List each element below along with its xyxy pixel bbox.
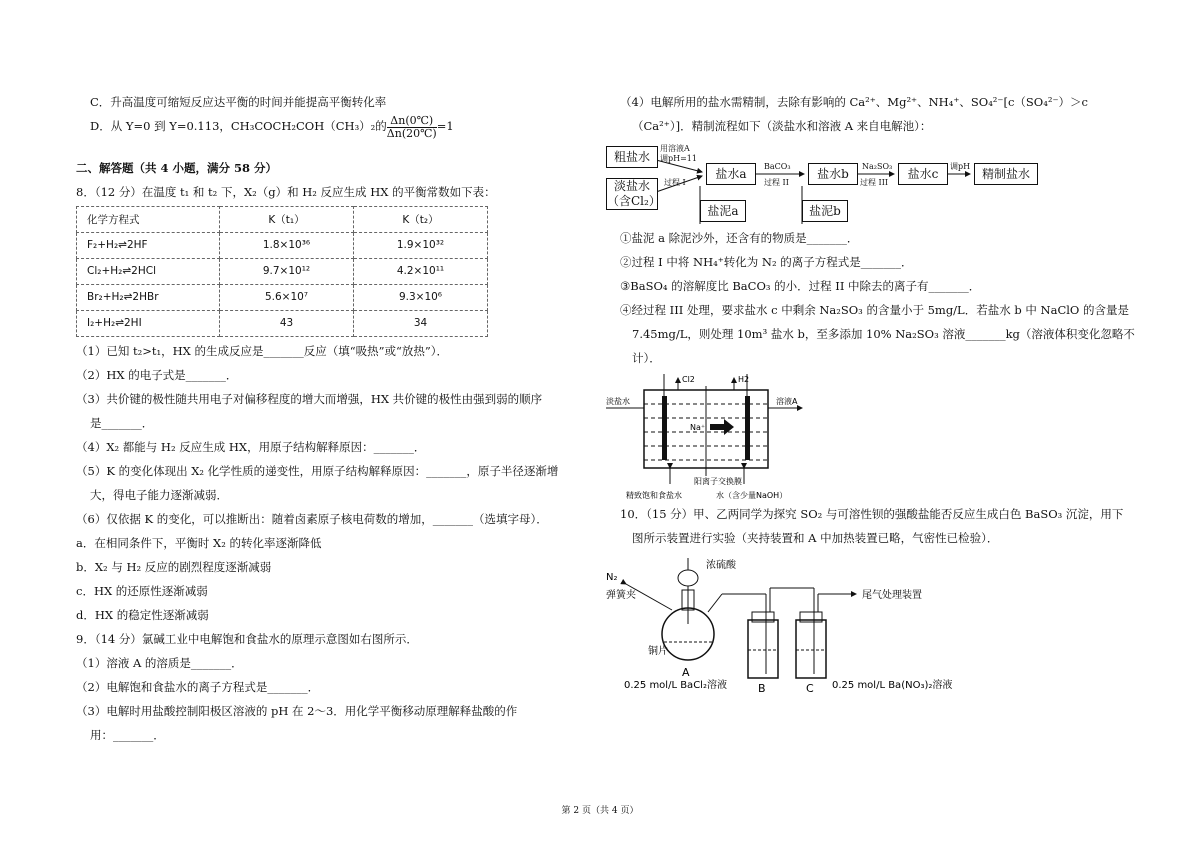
electrolysis-cell-diagram (606, 372, 866, 502)
q9-part4-cont: （Ca²⁺）]．精制流程如下（淡盐水和溶液 A 来自电解池）： (632, 119, 932, 133)
exhaust-label: 尾气处理装置 (862, 590, 922, 601)
q8-part3: （3）共价键的极性随共用电子对偏移程度的增大而增强，HX 共价键的极性由强到弱的顺序 (76, 391, 543, 406)
step2-label-top: BaCO₃ (764, 162, 791, 171)
saturated-brine-label: 精致饱和食盐水 (626, 491, 682, 500)
option-c: C．升高温度可缩短反应达平衡的时间并能提高平衡转化率 (90, 95, 387, 109)
q8-part6: （6）仅依据 K 的变化，可以推断出：随着卤素原子核电荷数的增加，_______（选填字母）． (76, 511, 548, 526)
step2-label-bot: 过程 II (764, 178, 789, 187)
q9-part2: （2）电解饱和食盐水的离子方程式是_______． (76, 679, 320, 694)
mud-b-box: 盐泥b (802, 200, 848, 222)
q9-sub4: ④经过程 III 处理，要求盐水 c 中剩余 Na₂SO₃ 的含量小于 5mg/L．若盐水 b 中 NaClO 的含量是 (620, 303, 1130, 317)
q9-sub4-cont2: 计）． (632, 351, 661, 365)
solution-a-label: 溶液A (776, 397, 798, 406)
q10-stem-cont: 图所示装置进行实验（夹持装置和 A 中加热装置已略，气密性已检验）． (632, 531, 999, 545)
dilute-brine-label: 淡盐水 (606, 397, 630, 406)
q8-choice-c: c．HX 的还原性逐渐减弱 (76, 583, 208, 598)
q9-sub4-cont: 7.45mg/L，则处理 10m³ 盐水 b，至多添加 10% Na₂SO₃ 溶液_______kg（溶液体积变化忽略不 (632, 327, 1135, 341)
q8-part4: （4）X₂ 都能与 H₂ 反应生成 HX，用原子结构解释原因：_______． (76, 439, 426, 454)
q10-stem: 10．（15 分）甲、乙两同学为探究 SO₂ 与可溶性钡的强酸盐能否反应生成白色 BaSO₃ 沉淀，用下 (620, 507, 1124, 521)
step4-label-top: 调pH (950, 162, 971, 171)
water-naoh-label: 水（含少量NaOH） (716, 491, 788, 500)
q9-sub3: ③BaSO₄ 的溶解度比 BaCO₃ 的小．过程 II 中除去的离子有_______． (620, 279, 981, 293)
fraction: $\frac{\Delta n(0℃)}{\Delta n(20℃)}$ (386, 113, 437, 140)
h2-label: H2 (738, 375, 750, 384)
q8-choice-b: b．X₂ 与 H₂ 反应的剧烈程度逐渐减弱 (76, 559, 272, 574)
section-title: 二、解答题（共 4 小题，满分 58 分） (76, 160, 278, 175)
brine-b-box: 盐水b (808, 163, 858, 185)
q9-part3: （3）电解时用盐酸控制阳极区溶液的 pH 在 2～3．用化学平衡移动原理解释盐酸的作 (76, 703, 518, 718)
q8-part5: （5）K 的变化体现出 X₂ 化学性质的递变性，用原子结构解释原因：_______，原子半径逐渐增 (76, 463, 559, 478)
page-footer: 第 2 页（共 4 页） (561, 806, 639, 816)
n2-label: N₂ (606, 572, 618, 583)
q8-part2: （2）HX 的电子式是_______． (76, 367, 238, 382)
clip-label: 弹簧夹 (606, 590, 636, 601)
step1-label-mid: 调pH=11 (660, 154, 697, 163)
step3-label-top: Na₂SO₃ (862, 162, 893, 171)
option-d: D．从 Y=0 到 Y=0.113，CH₃COCH₂COH（CH₃）₂的 $\frac{\Delta n(0℃)}{\Delta n(20℃)}$ =1 (90, 113, 454, 140)
flask-a-label: A (682, 666, 690, 679)
q9-sub2: ②过程 I 中将 NH₄⁺转化为 N₂ 的离子方程式是_______． (620, 255, 913, 269)
q8-part1: （1）已知 t₂>t₁，HX 的生成反应是_______反应（填“吸热”或“放热”）． (76, 343, 448, 358)
na-ion-label: Na⁺ (690, 423, 706, 432)
step3-label-bot: 过程 III (860, 178, 889, 187)
brine-c-box: 盐水c (898, 163, 948, 185)
q9-part1: （1）溶液 A 的溶质是_______． (76, 655, 243, 670)
table-row: F₂+H₂⇌2HF 1.8×10³⁶ 1.9×10³² (77, 232, 488, 258)
q8-part3-cont: 是_______． (90, 415, 154, 430)
conc-acid-label: 浓硫酸 (706, 560, 736, 571)
q8-choice-d: d．HX 的稳定性逐渐减弱 (76, 607, 209, 622)
equilibrium-table (76, 206, 488, 337)
step1-label-bot: 过程 I (664, 178, 686, 187)
brine-a-box: 盐水a (706, 163, 756, 185)
q8-stem: 8．（12 分）在温度 t₁ 和 t₂ 下，X₂（g）和 H₂ 反应生成 HX 的平衡常数如下表： (76, 184, 496, 199)
q9-part3-cont: 用：_______． (90, 727, 165, 742)
so2-apparatus-diagram (606, 554, 986, 704)
dilute-brine-box: 淡盐水 （含Cl₂） (607, 179, 661, 208)
left-column (76, 90, 596, 747)
bottle-c-label: C (806, 682, 814, 695)
crude-brine-box: 粗盐水 (606, 146, 658, 168)
bano3-label: 0.25 mol/L Ba(NO₃)₂溶液 (832, 680, 953, 691)
table-header: K（t₂） (354, 206, 488, 232)
table-row: Cl₂+H₂⇌2HCl 9.7×10¹² 4.2×10¹¹ (77, 258, 488, 284)
right-column (606, 90, 1135, 704)
table-row: I₂+H₂⇌2HI 43 34 (77, 310, 488, 336)
step1-label-top: 用溶液A (660, 144, 690, 153)
q9-part4: （4）电解所用的盐水需精制，去除有影响的 Ca²⁺、Mg²⁺、NH₄⁺、SO₄²⁻[c（SO₄²⁻）＞c (620, 95, 1088, 109)
cl2-label: Cl2 (682, 375, 695, 384)
table-header: 化学方程式 (77, 206, 220, 232)
copper-label: 铜片 (648, 646, 668, 657)
purification-flowchart (606, 140, 1126, 224)
q9-stem: 9．（14 分）氯碱工业中电解饱和食盐水的原理示意图如右图所示． (76, 631, 418, 646)
mud-a-box: 盐泥a (700, 200, 746, 222)
q9-sub1: ①盐泥 a 除泥沙外，还含有的物质是_______． (620, 231, 859, 245)
table-header-row (77, 206, 488, 232)
refined-brine-box: 精制盐水 (974, 163, 1038, 185)
q8-choice-a: a．在相同条件下，平衡时 X₂ 的转化率逐渐降低 (76, 535, 322, 550)
bottle-b-label: B (758, 682, 766, 695)
bacl2-label: 0.25 mol/L BaCl₂溶液 (624, 680, 727, 691)
table-header: K（t₁） (220, 206, 354, 232)
membrane-label: 阳离子交换膜 (694, 477, 742, 486)
table-row: Br₂+H₂⇌2HBr 5.6×10⁷ 9.3×10⁶ (77, 284, 488, 310)
q8-part5-cont: 大，得电子能力逐渐减弱． (90, 487, 228, 502)
